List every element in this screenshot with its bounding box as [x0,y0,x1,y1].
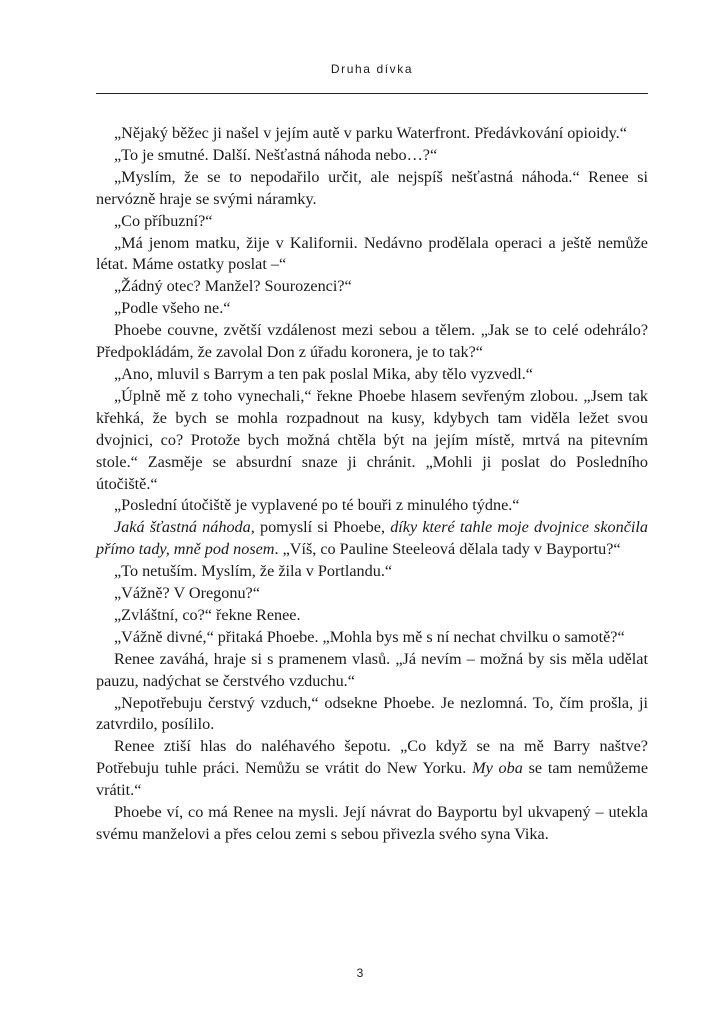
text-run: Phoebe ví, co má Renee na mysli. Její návrat do Bayportu byl ukvapený – utekla svému manželovi a přes celou zemi s sebou přivezla svého syna Vika. [96,803,648,843]
text-run: „Nepotřebuju čerstvý vzduch,“ odsekne Phoebe. Je nezlomná. To, čím prošla, ji zatvrdilo, posílilo. [96,693,648,734]
paragraph [96,320,648,364]
paragraph [96,123,648,145]
text-run: „Má jenom matku, žije v Kalifornii. Nedávno prodělala operaci a ještě nemůže létat. Máme ostatky poslat –“ [96,233,648,274]
text-run: „Vážně? V Oregonu?“ [114,584,260,603]
paragraph [96,517,648,561]
text-run: „Vážně divné,“ přitaká Phoebe. „Mohla bys mě s ní nechat chvilku o samotě?“ [114,627,625,646]
page-number: 3 [356,966,364,980]
paragraph [96,802,648,846]
text-run: Renee zaváhá, hraje si s pramenem vlasů. „Já nevím – možná by sis měla udělat pauzu, nadýchat se čerstvého vzduchu.“ [96,649,648,690]
text-run: „Podle všeho ne.“ [114,299,231,318]
italic-text-run: díky které tahle moje dvojnice skončila přímo tady, mně pod nosem [96,518,649,559]
text-run: „To netuším. Myslím, že žila v Portlandu.“ [114,562,393,581]
paragraph [96,561,648,583]
text-run: pomyslí si Phoebe, [254,518,391,537]
text-run: „Poslední útočiště je vyplavené po té bouři z minulého týdne.“ [114,496,520,515]
text-run: . „Víš, co Pauline Steeleová dělala tady v Bayportu?“ [274,540,621,559]
text-run: „Co příbuzní?“ [114,211,213,230]
text-run: Renee ztiší hlas do naléhavého šepotu. „Co když se na mě Barry naštve? Potřebuju tuhle práci. Nemůžu se vrátit do New Yorku. [96,737,648,778]
paragraph [96,211,648,233]
text-run: Phoebe couvne, zvětší vzdálenost mezi sebou a tělem. „Jak se to celé odehrálo? Předpokládám, že zavolal Don z úřadu koronera, je to tak?“ [96,321,648,362]
paragraph [96,233,648,277]
paragraph [96,605,648,627]
text-run: „To je smutné. Další. Nešťastná náhoda nebo…?“ [114,145,438,164]
paragraph [96,386,648,496]
paragraph [96,627,648,649]
paragraph [96,364,648,386]
paragraph [96,495,648,517]
text-run: „Zvláštní, co?“ řekne Renee. [114,605,301,624]
italic-text-run: My oba [472,759,523,778]
italic-text-run: Jaká šťastná náhoda, [114,518,255,537]
running-head: Druha dívka [330,62,414,76]
text-run: „Úplně mě z toho vynechali,“ řekne Phoebe hlasem sevřeným zlobou. „Jsem tak křehká, že bych se mohla rozpadnout na kusy, kdybych tam viděla ležet svou dvojnici, co? Protože bych možná chtěla být na jejím místě, mrtvá na pitevním stole.“ Zasměje se absurdní snaze ji chránit. „Mohli ji poslat do Posledního útočiště.“ [96,386,648,493]
paragraph [96,298,648,320]
paragraph [96,167,648,211]
text-run: „Nějaký běžec ji našel v jejím autě v parku Waterfront. Předávkování opioidy.“ [114,124,627,142]
text-run: se tam nemůžeme vrátit.“ [96,759,649,800]
paragraph [96,693,648,737]
text-run: „Ano, mluvil s Barrym a ten pak poslal Mika, aby tělo vyzvedl.“ [114,364,533,383]
text-run: „Žádný otec? Manžel? Sourozenci?“ [114,277,352,296]
paragraph [96,276,648,298]
paragraph [96,736,648,802]
body-text [96,123,648,846]
paragraph [96,583,648,605]
text-run: „Myslím, že se to nepodařilo určit, ale nejspíš nešťastná náhoda.“ Renee si nervózně hraje se svými náramky. [96,167,648,208]
paragraph [96,649,648,693]
header-rule [96,93,648,94]
paragraph [96,145,648,167]
